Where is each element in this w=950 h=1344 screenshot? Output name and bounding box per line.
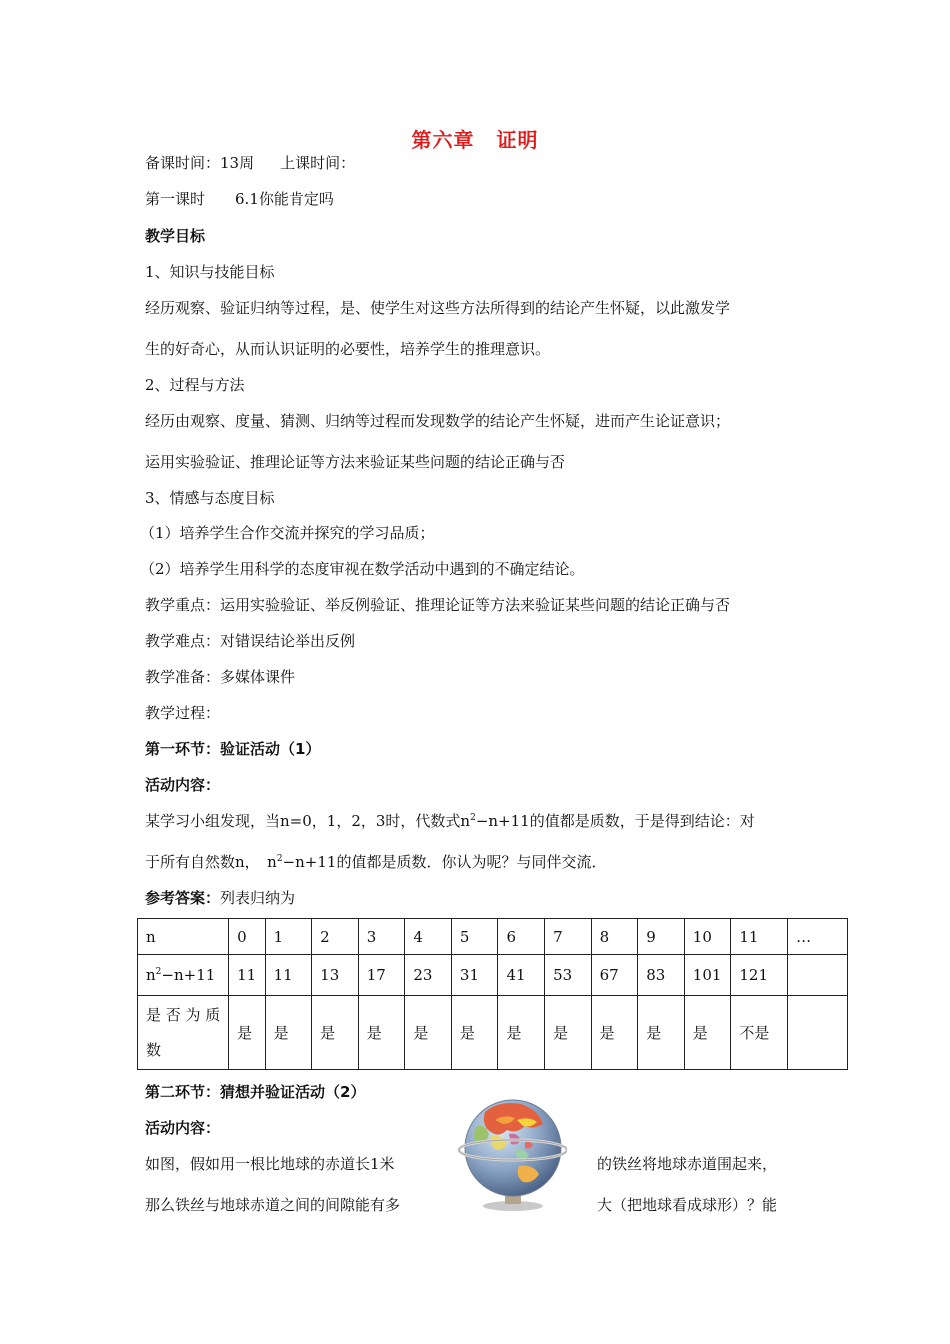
table-cell: 7 bbox=[545, 919, 592, 955]
class-time: 上课时间： bbox=[280, 154, 356, 172]
expr-label-rest: −n+11 bbox=[161, 966, 216, 984]
row-header-line2: 数 bbox=[146, 1040, 162, 1059]
table-row-is-prime bbox=[138, 996, 848, 1070]
table-cell: 是 bbox=[545, 996, 592, 1070]
table-cell: 53 bbox=[545, 955, 592, 996]
activity2-label: 活动内容： bbox=[145, 1119, 221, 1137]
prime-check-table bbox=[137, 918, 848, 1070]
answer-line bbox=[145, 887, 295, 908]
table-row-expression bbox=[138, 955, 848, 996]
goal1-text-line2: 生的好奇心，从而认识证明的必要性，培养学生的推理意识。 bbox=[145, 340, 551, 358]
chapter-number: 第六章 bbox=[411, 128, 475, 152]
preparation: 教学准备：多媒体课件 bbox=[145, 668, 296, 686]
table-cell: 3 bbox=[358, 919, 405, 955]
activity2-line2-left: 那么铁丝与地球赤道之间的间隙能有多 bbox=[145, 1196, 401, 1214]
table-cell: 5 bbox=[451, 919, 498, 955]
exponent: 2 bbox=[155, 967, 162, 977]
table-cell: 31 bbox=[451, 955, 498, 996]
table-row-n bbox=[138, 919, 848, 955]
table-cell: 101 bbox=[684, 955, 731, 996]
exponent: 2 bbox=[276, 854, 283, 864]
table-cell: 13 bbox=[312, 955, 359, 996]
table-cell: 是 bbox=[312, 996, 359, 1070]
table-cell: 41 bbox=[498, 955, 545, 996]
goal3-item2: （2）培养学生用科学的态度审视在数学活动中遇到的不确定结论。 bbox=[140, 560, 585, 578]
table-cell: 是 bbox=[358, 996, 405, 1070]
activity2-line1-left: 如图，假如用一根比地球的赤道长1米 bbox=[145, 1155, 395, 1173]
table-cell: 不是 bbox=[731, 996, 788, 1070]
answer-label: 参考答案： bbox=[145, 889, 221, 907]
table-cell: 是 bbox=[265, 996, 312, 1070]
activity2-line1-right: 的铁丝将地球赤道围起来， bbox=[597, 1155, 778, 1173]
table-cell bbox=[788, 955, 848, 996]
chapter-name: 证明 bbox=[496, 128, 539, 152]
table-cell: 1 bbox=[265, 919, 312, 955]
table-cell: 9 bbox=[638, 919, 685, 955]
table-cell: 是 bbox=[405, 996, 452, 1070]
goal2-title: 2、过程与方法 bbox=[145, 376, 245, 394]
table-cell: 6 bbox=[498, 919, 545, 955]
exponent: 2 bbox=[470, 813, 476, 823]
table-cell: 是 bbox=[498, 996, 545, 1070]
prep-line bbox=[145, 152, 355, 173]
table-cell: 11 bbox=[731, 919, 788, 955]
table-cell: 17 bbox=[358, 955, 405, 996]
difficulty: 教学难点：对错误结论举出反例 bbox=[145, 632, 356, 650]
lesson-line bbox=[145, 188, 334, 209]
table-cell: 是 bbox=[451, 996, 498, 1070]
table-cell: 23 bbox=[405, 955, 452, 996]
table-cell: 8 bbox=[591, 919, 638, 955]
heading-goals: 教学目标 bbox=[145, 227, 206, 245]
goal3-title: 3、情感与态度目标 bbox=[145, 489, 275, 507]
table-cell: 0 bbox=[229, 919, 265, 955]
expr-label-base: n bbox=[146, 966, 156, 984]
chapter-title bbox=[0, 124, 950, 153]
activity1-line1 bbox=[145, 810, 755, 831]
table-cell: 83 bbox=[638, 955, 685, 996]
table-cell: … bbox=[788, 919, 848, 955]
globe-illustration bbox=[455, 1090, 567, 1214]
lesson-topic: 6.1你能肯定吗 bbox=[235, 190, 334, 208]
activity1-line2-part-a: 于所有自然数n， n bbox=[145, 853, 277, 871]
table-cell: 121 bbox=[731, 955, 788, 996]
goal3-item1: （1）培养学生合作交流并探究的学习品质； bbox=[140, 524, 435, 542]
table-cell: 是 bbox=[638, 996, 685, 1070]
prep-time: 备课时间：13周 bbox=[145, 154, 255, 172]
activity1-line1-part-b: −n+11的值都是质数，于是得到结论：对 bbox=[475, 812, 755, 830]
row-header-is-prime bbox=[138, 996, 229, 1070]
row-header-n: n bbox=[138, 919, 229, 955]
process: 教学过程： bbox=[145, 704, 221, 722]
globe-image bbox=[455, 1090, 567, 1214]
activity1-label: 活动内容： bbox=[145, 776, 221, 794]
activity1-line2 bbox=[145, 851, 606, 872]
section1-title: 第一环节：验证活动（1） bbox=[145, 740, 321, 758]
answer-text: 列表归纳为 bbox=[220, 889, 296, 907]
goal1-text-line1: 经历观察、验证归纳等过程，是、使学生对这些方法所得到的结论产生怀疑，以此激发学 bbox=[145, 299, 731, 317]
lesson-number: 第一课时 bbox=[145, 190, 206, 208]
table-cell: 67 bbox=[591, 955, 638, 996]
activity2-line2-right: 大（把地球看成球形）？能 bbox=[597, 1196, 778, 1214]
table-cell: 11 bbox=[265, 955, 312, 996]
table-cell: 4 bbox=[405, 919, 452, 955]
goal2-text-line1: 经历由观察、度量、猜测、归纳等过程而发现数学的结论产生怀疑，进而产生论证意识； bbox=[145, 412, 731, 430]
goal1-title: 1、知识与技能目标 bbox=[145, 263, 275, 281]
goal2-text-line2: 运用实验验证、推理论证等方法来验证某些问题的结论正确与否 bbox=[145, 453, 566, 471]
activity1-line2-part-b: −n+11的值都是质数．你认为呢？与同伴交流． bbox=[282, 853, 607, 871]
table-cell: 是 bbox=[684, 996, 731, 1070]
table-cell: 是 bbox=[591, 996, 638, 1070]
activity1-line1-part-a: 某学习小组发现，当n=0，1，2，3时，代数式n bbox=[145, 812, 471, 830]
section2-title: 第二环节：猜想并验证活动（2） bbox=[145, 1083, 366, 1101]
table-cell: 2 bbox=[312, 919, 359, 955]
table-cell bbox=[788, 996, 848, 1070]
key-point: 教学重点：运用实验验证、举反例验证、推理论证等方法来验证某些问题的结论正确与否 bbox=[145, 596, 731, 614]
row-header-line1: 是 否 为 质 bbox=[146, 1005, 221, 1024]
table-cell: 10 bbox=[684, 919, 731, 955]
table-cell: 11 bbox=[229, 955, 265, 996]
row-header-expression bbox=[138, 955, 229, 996]
table-cell: 是 bbox=[229, 996, 265, 1070]
